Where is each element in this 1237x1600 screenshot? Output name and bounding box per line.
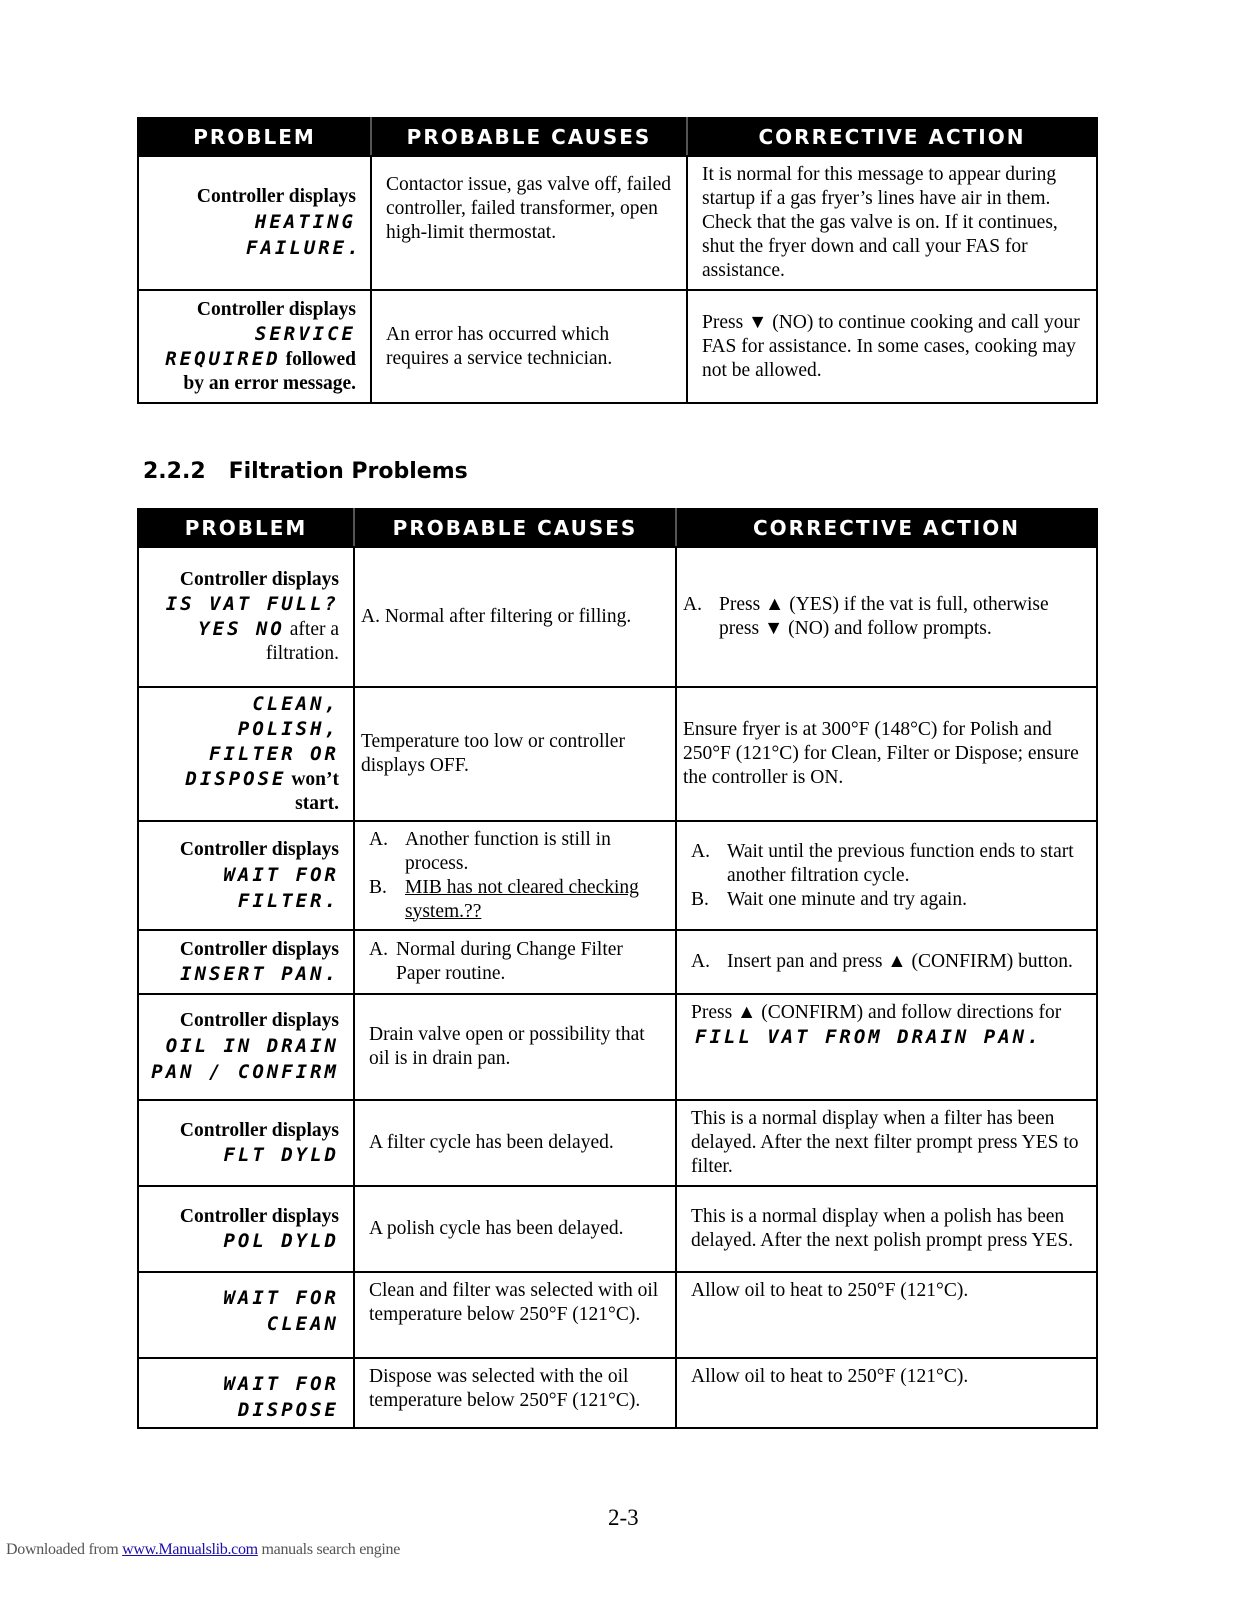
action-item	[683, 593, 1086, 641]
action-cell	[676, 994, 1097, 1100]
table-row	[138, 1358, 1097, 1428]
troubleshooting-table-2	[137, 508, 1098, 1429]
table-row	[138, 930, 1097, 994]
item-text: Insert pan and press ▲ (CONFIRM) button.	[727, 951, 1073, 972]
lcd-message: OIL IN DRAIN PAN / CONFIRM	[151, 1035, 339, 1083]
action-cell: This is a normal display when a filter has been delayed. After the next filter prompt press YES to filter.	[676, 1100, 1097, 1186]
problem-cell	[138, 1186, 354, 1272]
cause-cell: Dispose was selected with the oil temperature below 250°F (121°C).	[354, 1358, 676, 1428]
problem-prefix: Controller displays	[179, 938, 339, 960]
table-row	[138, 821, 1097, 930]
header-problem: PROBLEM	[138, 509, 354, 547]
action-item	[691, 950, 1086, 974]
lcd-message: FLT DYLD	[223, 1143, 339, 1166]
cause-cell: Contactor issue, gas valve off, failed controller, failed transformer, open high-limit thermostat.	[371, 156, 687, 290]
table-row	[138, 687, 1097, 821]
action-cell	[676, 547, 1097, 687]
footer-prefix: Downloaded from	[6, 1541, 123, 1558]
problem-cell	[138, 930, 354, 994]
cause-cell	[354, 930, 676, 994]
item-text: Wait until the previous function ends to start another filtration cycle.	[727, 840, 1074, 886]
table-row	[138, 994, 1097, 1100]
lcd-message: FILL VAT FROM DRAIN PAN.	[695, 1026, 1042, 1048]
problem-cell	[138, 156, 371, 290]
item-label: B.	[369, 876, 387, 898]
cause-cell: A polish cycle has been delayed.	[354, 1186, 676, 1272]
problem-prefix: Controller displays	[179, 838, 339, 860]
cause-item	[369, 828, 665, 876]
lcd-message: IS VAT FULL? YES NO	[165, 593, 339, 640]
cause-cell: A filter cycle has been delayed.	[354, 1100, 676, 1186]
cause-cell: Temperature too low or controller displays OFF.	[354, 687, 676, 821]
item-label: A.	[369, 828, 388, 850]
action-item	[691, 840, 1086, 888]
action-cell	[676, 930, 1097, 994]
problem-prefix: Controller displays	[196, 298, 356, 320]
lcd-message: INSERT PAN.	[180, 962, 339, 985]
table-row	[138, 1186, 1097, 1272]
lcd-message: SERVICE REQUIRED	[165, 322, 356, 370]
cause-item	[369, 876, 665, 924]
lcd-message: CLEAN, POLISH, FILTER OR DISPOSE	[185, 693, 339, 790]
item-text: Normal during Change Filter Paper routine.	[396, 939, 623, 984]
lcd-message: HEATING FAILURE.	[246, 211, 362, 259]
action-cell: Allow oil to heat to 250°F (121°C).	[676, 1358, 1097, 1428]
section-heading: 2.2.2 Filtration Problems	[143, 459, 468, 484]
problem-prefix: Controller displays	[196, 186, 356, 207]
header-corrective-action: CORRECTIVE ACTION	[687, 118, 1097, 156]
item-label: A.	[683, 594, 702, 615]
problem-cell	[138, 821, 354, 930]
problem-cell	[138, 1100, 354, 1186]
problem-prefix: Controller displays	[179, 1205, 339, 1227]
troubleshooting-table-1	[137, 117, 1098, 404]
item-text: MIB has not cleared checking system.??	[405, 876, 639, 922]
action-cell	[676, 821, 1097, 930]
header-problem: PROBLEM	[138, 118, 371, 156]
header-probable-causes: PROBABLE CAUSES	[371, 118, 687, 156]
cause-cell: A. Normal after filtering or filling.	[354, 547, 676, 687]
header-corrective-action: CORRECTIVE ACTION	[676, 509, 1097, 547]
item-text: Another function is still in process.	[405, 828, 611, 874]
header-probable-causes: PROBABLE CAUSES	[354, 509, 676, 547]
action-item	[691, 888, 1086, 912]
cause-cell: Clean and filter was selected with oil temperature below 250°F (121°C).	[354, 1272, 676, 1358]
item-label: B.	[691, 888, 709, 910]
item-label: A.	[691, 840, 710, 862]
item-text: Press ▲ (YES) if the vat is full, otherwise press ▼ (NO) and follow prompts.	[719, 594, 1049, 639]
cause-cell	[354, 821, 676, 930]
problem-prefix: Controller displays	[179, 569, 339, 590]
problem-cell	[138, 1358, 354, 1428]
manualslib-link[interactable]: www.Manualslib.com	[122, 1541, 258, 1558]
table-header-row	[138, 509, 1097, 547]
problem-cell	[138, 1272, 354, 1358]
table-header-row	[138, 118, 1097, 156]
problem-prefix: Controller displays	[179, 1119, 339, 1141]
item-label: A.	[691, 951, 710, 972]
lcd-message: POL DYLD	[223, 1229, 339, 1252]
cause-cell: An error has occurred which requires a service technician.	[371, 290, 687, 403]
action-cell: Allow oil to heat to 250°F (121°C).	[676, 1272, 1097, 1358]
problem-cell	[138, 290, 371, 403]
lcd-message: WAIT FOR FILTER.	[223, 863, 339, 912]
problem-suffix: won’t start.	[291, 769, 339, 814]
table-row	[138, 1100, 1097, 1186]
action-cell: Press ▼ (NO) to continue cooking and call your FAS for assistance. In some cases, cooking may not be allowed.	[687, 290, 1097, 403]
lcd-message: WAIT FOR CLEAN	[223, 1287, 339, 1335]
problem-cell	[138, 547, 354, 687]
table-row	[138, 156, 1097, 290]
page-number: 2-3	[608, 1505, 639, 1530]
problem-cell	[138, 994, 354, 1100]
action-cell: It is normal for this message to appear during startup if a gas fryer’s lines have air in them. Check that the gas valve is on. If it continues, shut the fryer down and call your FAS for assistance.	[687, 156, 1097, 290]
action-text: Press ▲ (CONFIRM) and follow directions for	[691, 1002, 1062, 1023]
action-cell: This is a normal display when a polish has been delayed. After the next polish prompt press YES.	[676, 1186, 1097, 1272]
problem-suffix: followed by an error message.	[183, 348, 356, 394]
table-row	[138, 1272, 1097, 1358]
table-row	[138, 290, 1097, 403]
footer-suffix: manuals search engine	[257, 1541, 401, 1558]
download-footer	[6, 1541, 400, 1559]
item-label: A.	[369, 939, 388, 960]
table-row	[138, 547, 1097, 687]
problem-suffix: after a filtration.	[265, 619, 339, 664]
problem-cell	[138, 687, 354, 821]
lcd-message: WAIT FOR DISPOSE	[223, 1373, 339, 1421]
cause-cell: Drain valve open or possibility that oil is in drain pan.	[354, 994, 676, 1100]
problem-prefix: Controller displays	[179, 1010, 339, 1031]
item-text: Wait one minute and try again.	[727, 888, 967, 910]
action-cell: Ensure fryer is at 300°F (148°C) for Polish and 250°F (121°C) for Clean, Filter or Dispose; ensure the controller is ON.	[676, 687, 1097, 821]
cause-item	[369, 938, 665, 986]
